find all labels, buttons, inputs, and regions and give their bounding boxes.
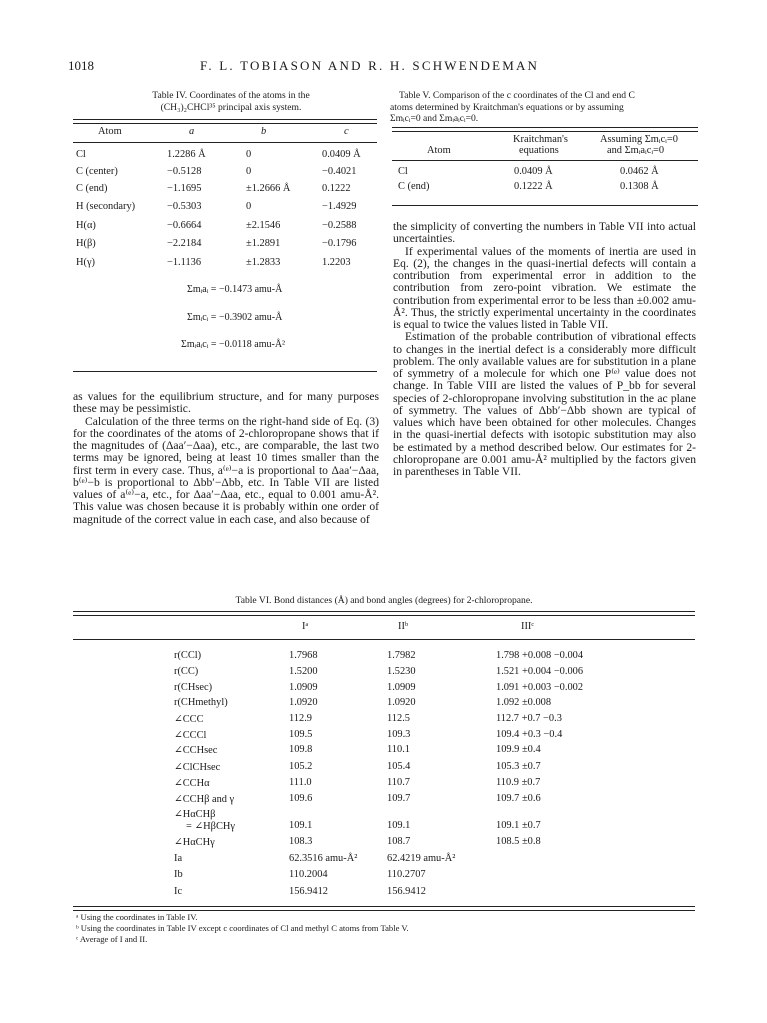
footnote-b: ᵇ Using the coordinates in Table IV except c coordinates of Cl and methyl C atoms from Table V. [76, 923, 409, 933]
table4-cell-atom: H (secondary) [76, 201, 136, 212]
table4-cell-atom: H(β) [76, 238, 96, 249]
table5-row-k: 0.1222 Å [514, 181, 553, 192]
table5-header-s1: Assuming Σmᵢcᵢ=0 [600, 134, 678, 145]
paragraph: Estimation of the probable contribution of vibrational effects to changes in the inertial defect is a considerably more difficult problem. The only available values are for substitution in a plane of symmetry of a molecule for which one P⁽ᵉ⁾ value does not change. In Table VIII are listed the values of P_bb for several species of 2-chloropropane involving substitution in the ac plane of symmetry. The values of Δbb′−Δbb shown are typical of values which have been obtained for other molecules. Changes in the quasi-inertial defects with isotopic substitution may also be estimated by a method described below. Our estimates for 2-chloropropane are 0.001 amu-Å² multiplied by the factors given in parentheses in Table VII. [393, 330, 696, 478]
table4-cell-atom: C (center) [76, 166, 118, 177]
table4-sum-ma: Σmᵢaᵢ = −0.1473 amu-Å [187, 284, 283, 295]
table6-cell-II: 109.7 [387, 793, 411, 804]
table6-cell-III: 1.092 ±0.008 [496, 697, 552, 708]
table6-header-rule [73, 639, 695, 640]
table6-cell-III: 108.5 ±0.8 [496, 836, 541, 847]
table6-cell-II: 110.7 [387, 777, 410, 788]
table6-cell-param: = ∠HβCHγ [186, 821, 235, 832]
table6-cell-III: 105.3 ±0.7 [496, 761, 541, 772]
table4-cell-atom: H(α) [76, 220, 96, 231]
table6-cell-param: ∠CCC [174, 714, 204, 725]
table6-cell-II: 110.1 [387, 744, 410, 755]
table5-header-k2: equations [519, 145, 559, 156]
table6-cell-III: 1.521 +0.004 −0.006 [496, 666, 584, 677]
table5-row-atom: C (end) [398, 181, 430, 192]
table4-caption [72, 90, 390, 113]
table6-header-I: Iᵃ [302, 621, 309, 632]
table4-cell-b: ±1.2891 [246, 238, 281, 249]
table6-cell-param: ∠CCHsec [174, 745, 218, 756]
table6-cell-II: 156.9412 [387, 886, 426, 897]
table6-cell-I: 109.8 [289, 744, 313, 755]
table6-cell-param: r(CHsec) [174, 682, 213, 693]
table4-cell-c: 0.1222 [322, 183, 351, 194]
table6-cell-II: 109.3 [387, 729, 411, 740]
table4-cell-a: −1.1136 [167, 257, 202, 268]
table4-header-a: a [189, 126, 195, 137]
table4-sum-mc: Σmᵢcᵢ = −0.3902 amu-Å [187, 312, 283, 323]
table5-caption-line1: Table V. Comparison of the c coordinates of the Cl and end C [399, 90, 635, 101]
table6-cell-I: 1.0909 [289, 682, 318, 693]
page-number: 1018 [68, 58, 94, 73]
table4-cell-b: 0 [246, 149, 252, 160]
table6-cell-II: 1.7982 [387, 650, 416, 661]
table5-caption [390, 90, 700, 125]
table4-cell-a: −0.5303 [167, 201, 202, 212]
table6-cell-II: 62.4219 amu-Å² [387, 853, 456, 864]
table5-caption-line3: Σmᵢcᵢ=0 and Σmᵢaᵢcᵢ=0. [390, 113, 479, 125]
table4-bottom-rule [73, 371, 377, 372]
table6-caption: Table VI. Bond distances (Å) and bond angles (degrees) for 2-chloropropane. [235, 595, 533, 606]
table6-cell-III: 1.091 +0.003 −0.002 [496, 682, 584, 693]
table6-cell-II: 1.0920 [387, 697, 416, 708]
table6-cell-param: ∠CCCl [174, 730, 207, 741]
table6-cell-I: 109.1 [289, 820, 313, 831]
left-column-text [73, 391, 379, 526]
table5-row-atom: Cl [398, 166, 408, 177]
table6-cell-III: 109.7 ±0.6 [496, 793, 541, 804]
paragraph: the simplicity of converting the numbers in Table VII into actual uncertainties. [393, 220, 696, 246]
table5-bottom-rule [392, 205, 698, 206]
table6-cell-I: 109.6 [289, 793, 313, 804]
table4-cell-atom: Cl [76, 149, 86, 160]
table6-cell-param: Ib [174, 869, 183, 880]
running-header-authors: F. L. TOBIASON AND R. H. SCHWENDEMAN [200, 58, 540, 73]
table5-header-s2: and Σmᵢaᵢcᵢ=0 [607, 145, 665, 156]
table6-cell-II: 109.1 [387, 820, 411, 831]
table6-cell-param: r(CC) [174, 666, 199, 677]
table6-cell-II: 110.2707 [387, 869, 426, 880]
table6-cell-II: 108.7 [387, 836, 411, 847]
table4-cell-a: −1.1695 [167, 183, 202, 194]
table6-header-III: IIIᶜ [521, 621, 535, 632]
table4-cell-b: 0 [246, 166, 252, 177]
table5-header-atom: Atom [427, 145, 451, 156]
footnote-c: ᶜ Average of I and II. [76, 934, 148, 944]
table6-cell-I: 110.2004 [289, 869, 328, 880]
table6-cell-II: 105.4 [387, 761, 411, 772]
table4-cell-c: −1.4929 [322, 201, 357, 212]
table6-cell-param: ∠CCHα [174, 778, 210, 789]
table6-cell-I: 108.3 [289, 836, 313, 847]
table5-caption-line2: atoms determined by Kraitchman's equations or by assuming [390, 101, 624, 113]
table6-cell-III: 109.4 +0.3 −0.4 [496, 729, 563, 740]
table4-cell-c: 1.2203 [322, 257, 351, 268]
table6-cell-III: 109.9 ±0.4 [496, 744, 541, 755]
table4-caption-line2: (CH₃)₂CHCl³⁵ principal axis system. [160, 101, 302, 113]
table6-cell-param: r(CHmethyl) [174, 697, 228, 708]
table4-cell-c: −0.1796 [322, 238, 357, 249]
table6-cell-param: Ia [174, 853, 183, 864]
table6-bottom-rule [73, 906, 695, 911]
table5-row-s: 0.0462 Å [620, 166, 659, 177]
table4-cell-c: −0.2588 [322, 220, 357, 231]
table4-cell-c: 0.0409 Å [322, 149, 361, 160]
paragraph: If experimental values of the moments of inertia are used in Eq. (2), the changes in the quasi-inertial defects will contain a contribution from experimental error in addition to the contribution from zero-point vibration. We estimate the contribution from experimental error to be less than ±0.002 amu-Å². Thus, the strictly experimental uncertainty in the coordinates is equal to twice the values listed in Table VII. [393, 244, 696, 331]
paragraph: Calculation of the three terms on the right-hand side of Eq. (3) for the coordinates of the atoms of 2-chloropropane shows that if the magnitudes of (Δaa′−Δaa), etc., are comparable, the last two terms may be ignored, being at least 10 times smaller than the first term in every case. Thus, a⁽ᵉ⁾−a is proportional to Δaa′−Δaa, b⁽ᵉ⁾−b is proportional to Δbb′−Δbb, etc. In Table VII are listed values of a⁽ᵉ⁾−a, etc., for Δaa′−Δaa, etc., equal to 0.001 amu-Å². This value was chosen because it is probably within one order of magnitude of the correct value in each case, and also because of [73, 414, 379, 526]
table6-cell-I: 111.0 [289, 777, 312, 788]
table4-cell-b: ±1.2833 [246, 257, 281, 268]
table6-cell-III: 110.9 ±0.7 [496, 777, 541, 788]
table6-cell-param: ∠CCHβ and γ [174, 794, 235, 805]
table4-cell-a: 1.2286 Å [167, 149, 206, 160]
table6-cell-param: Ic [174, 886, 183, 897]
table4-cell-a: −2.2184 [167, 238, 202, 249]
table6-cell-I: 1.5200 [289, 666, 318, 677]
table5-row-s: 0.1308 Å [620, 181, 659, 192]
table6-header-II: IIᵇ [398, 621, 409, 632]
table6-cell-III: 112.7 +0.7 −0.3 [496, 713, 562, 724]
table6-cell-param: r(CCl) [174, 650, 202, 661]
table6-cell-I: 156.9412 [289, 886, 328, 897]
table5-top-rule [392, 127, 698, 132]
table6-cell-III: 109.1 ±0.7 [496, 820, 541, 831]
table4-sum-mac: Σmᵢaᵢcᵢ = −0.0118 amu-Å² [181, 339, 286, 350]
table6-cell-I: 105.2 [289, 761, 313, 772]
table6-cell-I: 1.0920 [289, 697, 318, 708]
table6-cell-I: 62.3516 amu-Å² [289, 853, 358, 864]
table4-cell-atom: H(γ) [76, 257, 96, 268]
table4-cell-a: −0.6664 [167, 220, 202, 231]
table4-caption-line1: Table IV. Coordinates of the atoms in the [152, 90, 310, 101]
table6-top-rule [73, 611, 695, 616]
table6-cell-I: 109.5 [289, 729, 313, 740]
table6-cell-param: ∠HαCHγ [174, 837, 215, 848]
table6-cell-I: 1.7968 [289, 650, 318, 661]
table6-cell-II: 1.5230 [387, 666, 416, 677]
table4-cell-c: −0.4021 [322, 166, 357, 177]
table4-header-b: b [261, 126, 267, 137]
table4-cell-b: 0 [246, 201, 252, 212]
table4-header-atom: Atom [98, 126, 122, 137]
table4-cell-b: ±2.1546 [246, 220, 281, 231]
table6-cell-I: 112.9 [289, 713, 312, 724]
table4-header-c: c [344, 126, 349, 137]
footnote-a: ᵃ Using the coordinates in Table IV. [76, 912, 198, 922]
table5-header-k1: Kraitchman's [513, 134, 568, 145]
paragraph: as values for the equilibrium structure, and for many purposes these may be pessimistic. [73, 390, 379, 416]
table4-cell-b: ±1.2666 Å [246, 183, 291, 194]
table5-row-k: 0.0409 Å [514, 166, 553, 177]
table4-header-rule [73, 142, 377, 143]
right-column-text [393, 221, 696, 478]
table6-cell-III: 1.798 +0.008 −0.004 [496, 650, 584, 661]
table4-cell-atom: C (end) [76, 183, 108, 194]
table4-top-rule [73, 119, 377, 124]
table5-header-rule [392, 160, 698, 161]
table6-cell-param: ∠HαCHβ [174, 809, 216, 820]
table6-cell-II: 112.5 [387, 713, 410, 724]
table6-cell-param: ∠ClCHsec [174, 762, 221, 773]
table6-cell-II: 1.0909 [387, 682, 416, 693]
table4-cell-a: −0.5128 [167, 166, 202, 177]
